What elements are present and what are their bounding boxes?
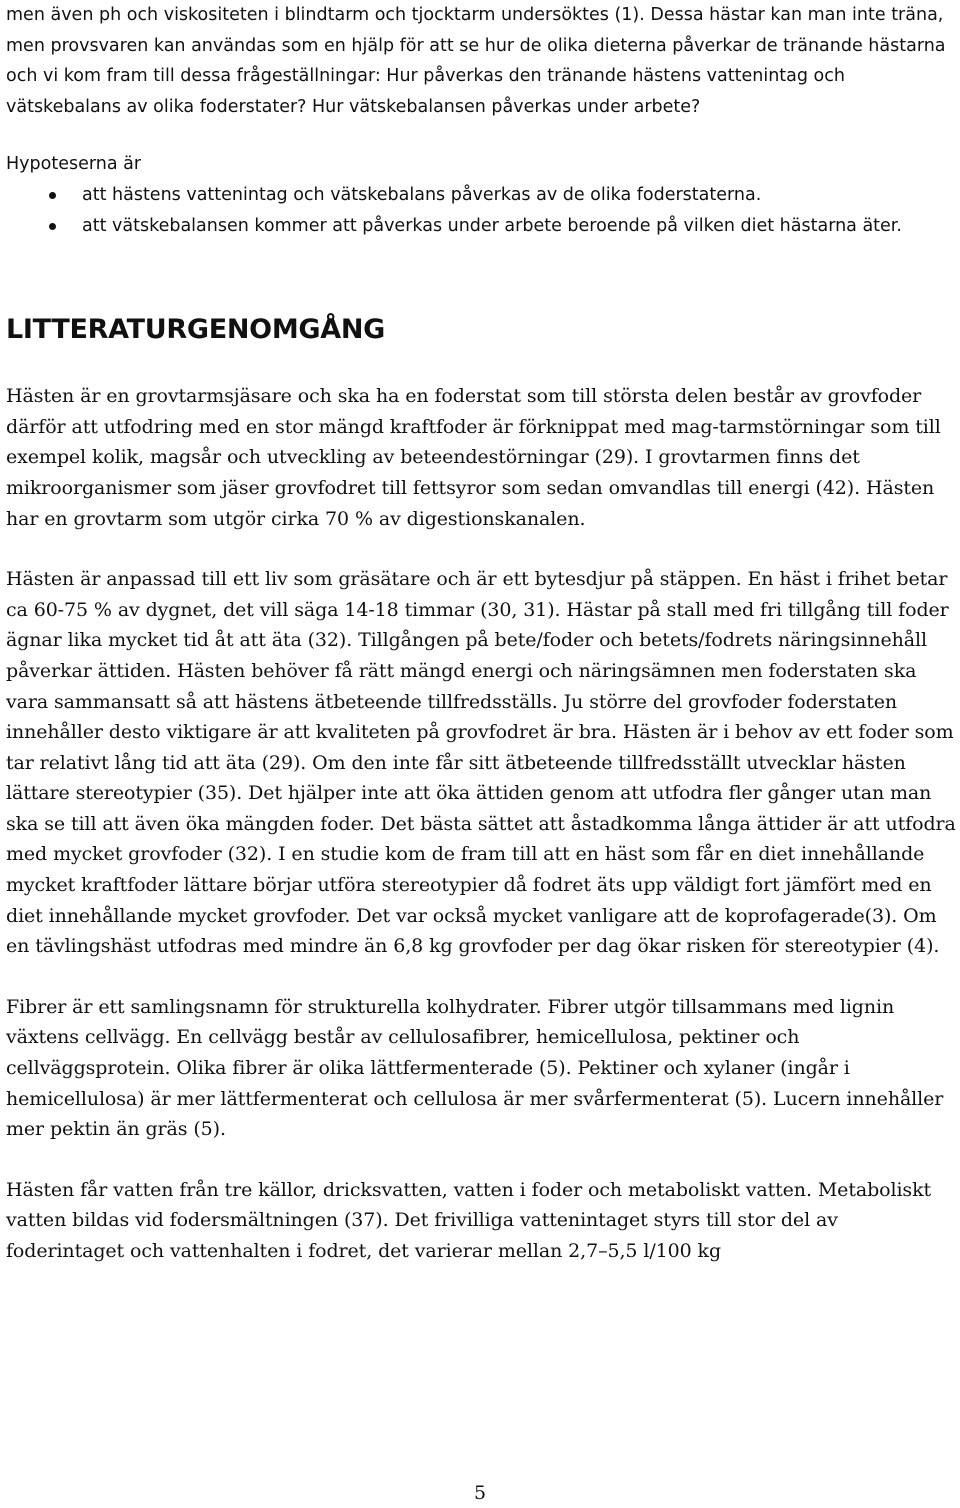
body-paragraph: Hästen är anpassad till ett liv som gräsätare och är ett bytesdjur på stäppen. En häst i frihet betar ca 60-75 % av dygnet, det vill säga 14-18 timmar (30, 31). Hästar på stall med fri tillgång till foder ägnar lika mycket tid åt att äta (32). Tillgången på bete/foder och betets/fodrets näringsinnehåll påverkar ättiden. Hästen behöver få rätt mängd energi och näringsämnen men foderstaten ska vara sammansatt så att hästens ätbeteende tillfredsställs. Ju större del grovfoder foderstaten innehåller desto viktigare är att kvaliteten på grovfodret är bra. Hästen är i behov av ett foder som tar relativt lång tid att äta (29). Om den inte får sitt ätbeteende tillfredsställt utvecklar hästen lättare stereotypier (35). Det hjälper inte att öka ättiden genom att utfodra fler gånger utan man ska se till att även öka mängden foder. Det bästa sättet att åstadkomma långa ättider är att utfodra med mycket grovfoder (32). I en studie kom de fram till att en häst som får en diet innehållande mycket kraftfoder lättare börjar utföra stereotypier då fodret äts upp väldigt fort jämfört med en diet innehållande mycket grovfoder. Det var också mycket vanligare att de koprofagerade(3). Om en tävlingshäst utfodras med mindre än 6,8 kg grovfoder per dag ökar risken för stereotypier (4). <box>6 568 956 958</box>
bullet-icon <box>49 223 56 230</box>
document-page <box>6 0 958 1267</box>
intro-paragraph: men även ph och viskositeten i blindtarm och tjocktarm undersöktes (1). Dessa hästar kan man inte träna, men provsvaren kan användas som en hjälp för att se hur de olika dieterna påverkar de tränande hästarna och vi kom fram till dessa frågeställningar: Hur påverkas den tränande hästens vattenintag och vätskebalans av olika foderstater? Hur vätskebalansen påverkas under arbete? <box>6 5 946 117</box>
section-heading: LITTERATURGENOMGÅNG <box>6 314 386 346</box>
hypothesis-item <box>6 211 958 242</box>
hypothesis-text: att vätskebalansen kommer att påverkas under arbete beroende på vilken diet hästarna äter. <box>82 215 902 236</box>
body-paragraph: Hästen får vatten från tre källor, dricksvatten, vatten i foder och metaboliskt vatten. Metaboliskt vatten bildas vid fodersmältningen (37). Det frivilliga vattenintaget styrs till stor del av foderintaget och vattenhalten i fodret, det varierar mellan 2,7–5,5 l/100 kg <box>6 1178 932 1262</box>
body-paragraph: Hästen är en grovtarmsjäsare och ska ha en foderstat som till största delen består av grovfoder därför att utfodring med en stor mängd kraftfoder är förknippat med mag-tarmstörningar som till exempel kolik, magsår och utveckling av beteendestörningar (29). I grovtarmen finns det mikroorganismer som jäser grovfodret till fettsyror som sedan omvandlas till energi (42). Hästen har en grovtarm som utgör cirka 70 % av digestionskanalen. <box>6 385 941 530</box>
hypotheses-list <box>6 180 958 241</box>
hypotheses-title: Hypoteserna är <box>6 154 142 175</box>
bullet-icon <box>49 192 56 199</box>
body-paragraph: Fibrer är ett samlingsnamn för strukturella kolhydrater. Fibrer utgör tillsammans med lignin växtens cellvägg. En cellvägg består av cellulosafibrer, hemicellulosa, pektiner och cellväggsprotein. Olika fibrer är olika lättfermenterade (5). Pektiner och xylaner (ingår i hemicellulosa) är mer lättfermenterat och cellulosa är mer svårfermenterat (5). Lucern innehåller mer pektin än gräs (5). <box>6 995 944 1141</box>
hypothesis-item <box>6 180 958 211</box>
hypothesis-text: att hästens vattenintag och vätskebalans påverkas av de olika foderstaterna. <box>82 184 762 205</box>
page-number: 5 <box>473 1482 487 1504</box>
